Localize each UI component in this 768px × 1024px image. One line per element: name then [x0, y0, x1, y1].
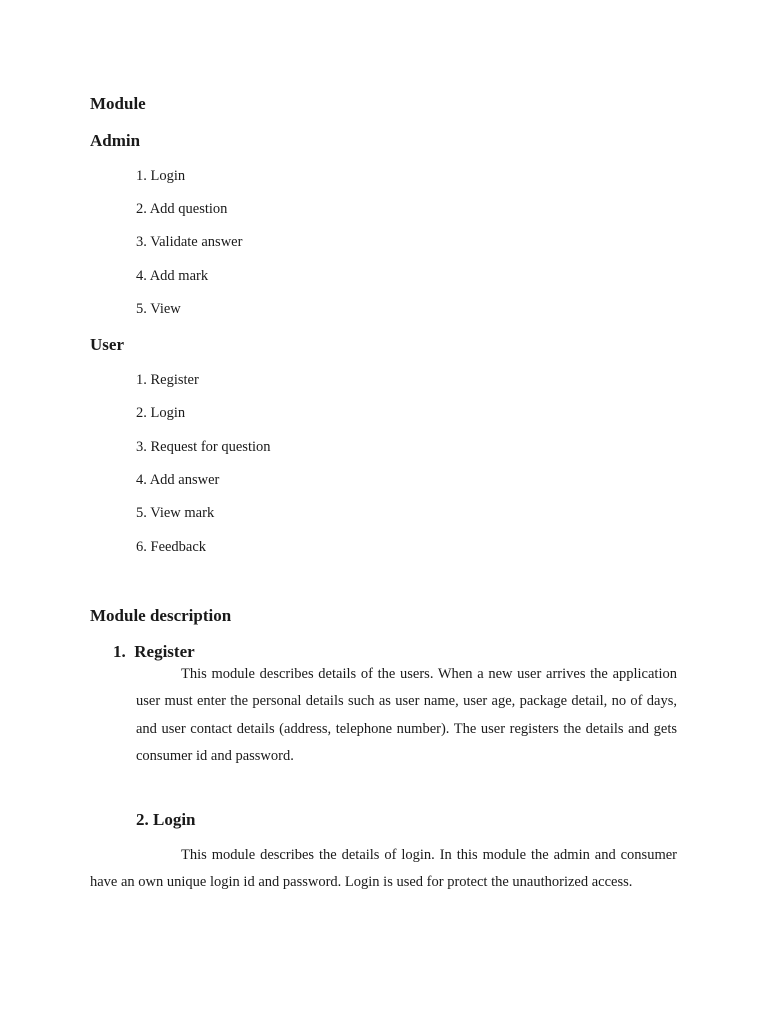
section-heading-login: 2. Login	[136, 810, 196, 829]
user-list-item: 2. Login	[136, 405, 186, 421]
user-list-item: 4. Add answer	[136, 472, 220, 488]
module-heading: Module	[90, 94, 146, 113]
admin-list-item: 4. Add mark	[136, 268, 209, 284]
admin-list-item: 3. Validate answer	[136, 234, 243, 250]
admin-list-item: 1. Login	[136, 168, 186, 184]
section-body-register: This module describes details of the users. When a new user arrives the application user must enter the personal details such as user name, user age, package detail, no of days, and user contact details (address, telephone number). The user registers the details and gets consumer id and password.	[136, 666, 677, 764]
admin-list-item: 5. View	[136, 301, 181, 317]
user-list-item: 6. Feedback	[136, 539, 207, 555]
user-heading: User	[90, 335, 124, 354]
section-body-login: This module describes the details of login. In this module the admin and consumer have an own unique login id and password. Login is used for protect the unauthorized access.	[90, 847, 677, 891]
user-list-item: 1. Register	[136, 372, 199, 388]
user-list-item: 5. View mark	[136, 505, 215, 521]
user-list-item: 3. Request for question	[136, 439, 271, 455]
admin-heading: Admin	[90, 131, 141, 150]
section-heading-register: 1. Register	[113, 642, 195, 661]
module-description-heading: Module description	[90, 606, 232, 625]
admin-list-item: 2. Add question	[136, 201, 228, 217]
